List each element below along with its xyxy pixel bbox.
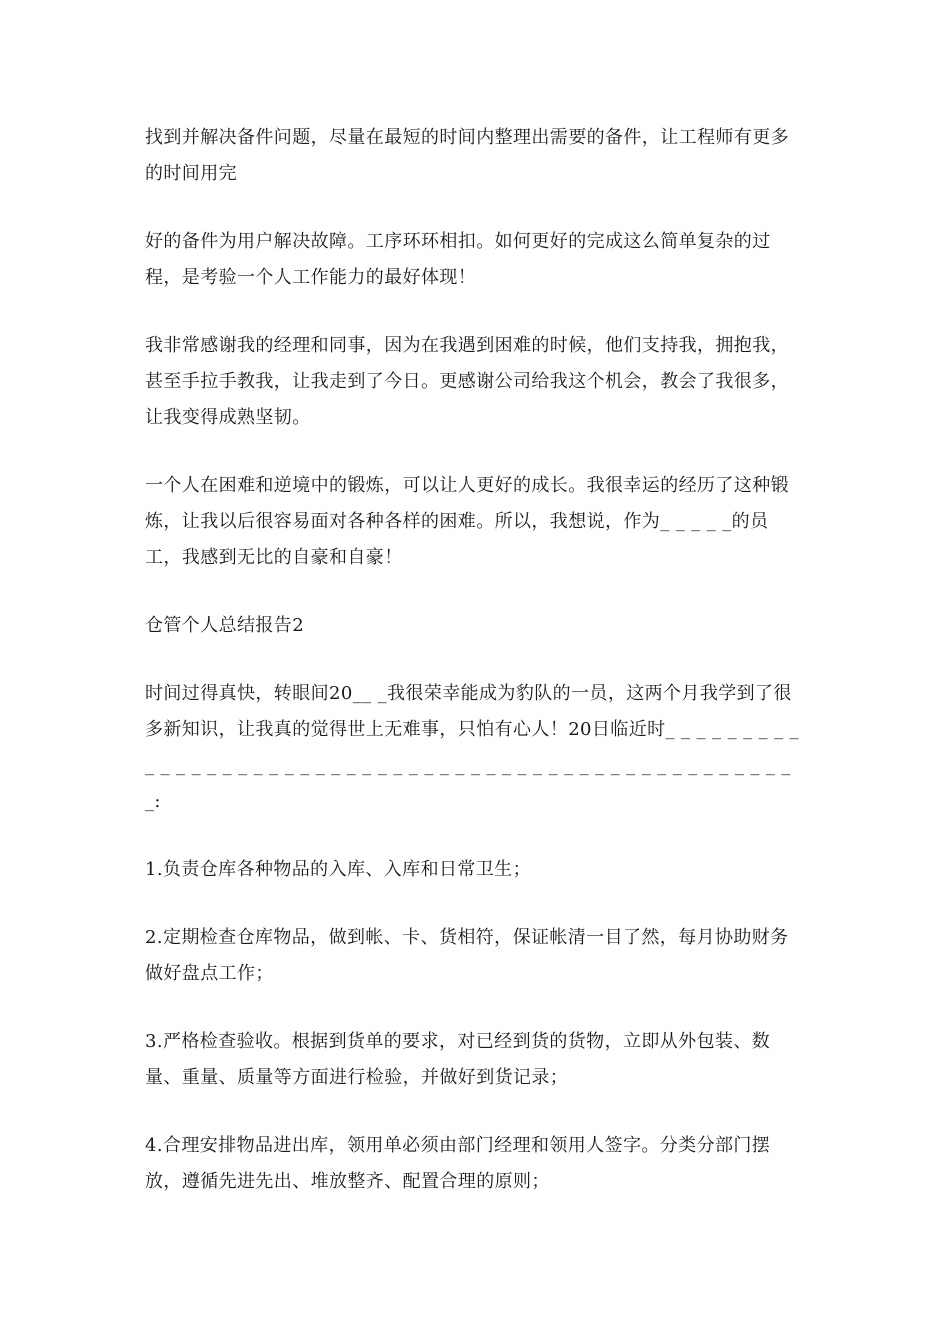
list-item-3: 3.严格检查验收。根据到货单的要求，对已经到货的货物，立即从外包装、数量、重量、质量等方面进行检验，并做好到货记录； [145, 1031, 771, 1088]
list-item-1: 1.负责仓库各种物品的入库、入库和日常卫生； [145, 859, 531, 880]
document-body [145, 120, 805, 1232]
paragraph-1: 找到并解决备件问题，尽量在最短的时间内整理出需要的备件，让工程师有更多的时间用完 [145, 127, 789, 184]
intro-paragraph: 时间过得真快，转眼间20__ _我很荣幸能成为豹队的一员，这两个月我学到了很多新知识，让我真的觉得世上无难事，只怕有心人！20日临近时_ _ _ _ _ _ _ _ _ _ _ _ _ _ _ _ _ _ _ _ _ _ _ _ _ _ _ _ _ _ _ _ _ _ _ _ _ _ _ _ _ _ _ _ _ _ _ _ _ _ _ _: [145, 683, 800, 812]
list-item-2: 2.定期检查仓库物品，做到帐、卡、货相符，保证帐清一目了然，每月协助财务做好盘点工作； [145, 927, 789, 984]
paragraph-2: 好的备件为用户解决故障。工序环环相扣。如何更好的完成这么简单复杂的过程，是考验一个人工作能力的最好体现！ [145, 231, 771, 288]
list-item-4: 4.合理安排物品进出库，领用单必须由部门经理和领用人签字。分类分部门摆放，遵循先进先出、堆放整齐、配置合理的原则； [145, 1135, 771, 1192]
paragraph-4: 一个人在困难和逆境中的锻炼，可以让人更好的成长。我很幸运的经历了这种锻炼，让我以后很容易面对各种各样的困难。所以，我想说，作为_ _ _ _ _的员工，我感到无比的自豪和自豪！ [145, 475, 789, 568]
paragraph-3: 我非常感谢我的经理和同事，因为在我遇到困难的时候，他们支持我，拥抱我，甚至手拉手教我，让我走到了今日。更感谢公司给我这个机会，教会了我很多，让我变得成熟坚韧。 [145, 335, 789, 428]
section-title: 仓管个人总结报告2 [145, 615, 305, 636]
